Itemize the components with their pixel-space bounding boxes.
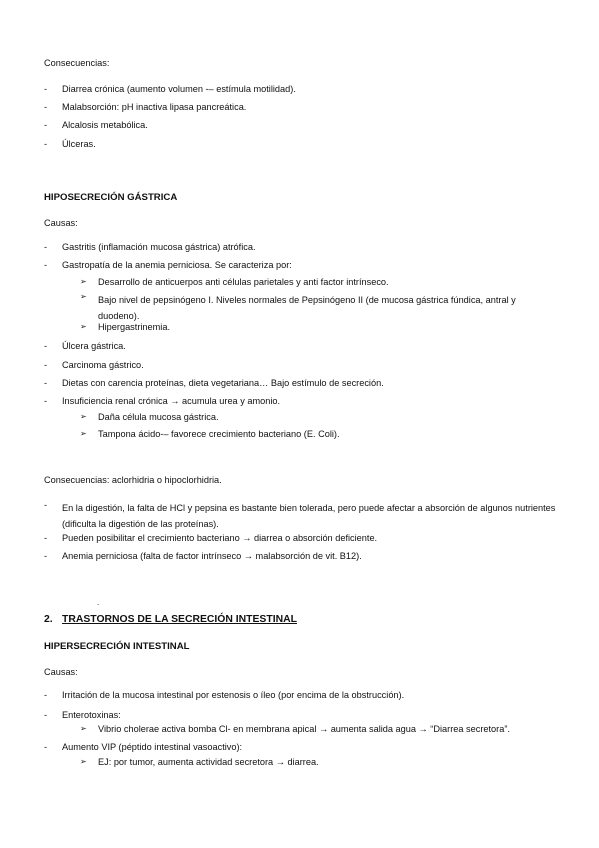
dash-bullet: - bbox=[44, 120, 48, 130]
list-item: Aumento VIP (péptido intestinal vasoactivo): bbox=[62, 742, 243, 752]
dash-bullet: - bbox=[44, 533, 48, 543]
list-item: Pueden posibilitar el crecimiento bacteriano → diarrea o absorción deficiente. bbox=[62, 533, 378, 543]
section-title: TRASTORNOS DE LA SECRECIÓN INTESTINAL bbox=[62, 614, 297, 625]
dash-bullet: - bbox=[44, 710, 48, 720]
dash-bullet: - bbox=[44, 341, 48, 351]
stray-mark: . bbox=[97, 598, 100, 607]
sub-list-item: Daña célula mucosa gástrica. bbox=[98, 412, 219, 422]
section-number: 2. bbox=[44, 614, 53, 625]
dash-bullet: - bbox=[44, 242, 48, 252]
list-item: Insuficiencia renal crónica → acumula urea y amonio. bbox=[62, 396, 281, 406]
list-item: Irritación de la mucosa intestinal por estenosis o íleo (por encima de la obstrucción). bbox=[62, 690, 405, 700]
arrow-bullet-icon: ➢ bbox=[80, 724, 87, 733]
consecuencias-label: Consecuencias: bbox=[44, 58, 110, 68]
arrow-bullet-icon: ➢ bbox=[80, 292, 87, 301]
dash-bullet: - bbox=[44, 378, 48, 388]
list-item: Enterotoxinas: bbox=[62, 710, 121, 720]
dash-bullet: - bbox=[44, 690, 48, 700]
dash-bullet: - bbox=[44, 396, 48, 406]
sub-list-item: EJ: por tumor, aumenta actividad secretora → diarrea. bbox=[98, 757, 319, 767]
dash-bullet: - bbox=[44, 500, 48, 510]
sub-list-item: Desarrollo de anticuerpos anti células parietales y anti factor intrínseco. bbox=[98, 277, 389, 287]
dash-bullet: - bbox=[44, 102, 48, 112]
section-heading: HIPOSECRECIÓN GÁSTRICA bbox=[44, 192, 178, 203]
causas-label: Causas: bbox=[44, 667, 78, 677]
sub-list-item: Vibrio cholerae activa bomba Cl- en membrana apical → aumenta salida agua → “Diarrea secretora”. bbox=[98, 724, 510, 734]
list-item: Alcalosis metabólica. bbox=[62, 120, 148, 130]
dash-bullet: - bbox=[44, 84, 48, 94]
causas-label: Causas: bbox=[44, 218, 78, 228]
arrow-bullet-icon: ➢ bbox=[80, 322, 87, 331]
list-item: Diarrea crónica (aumento volumen -– estímula motilidad). bbox=[62, 84, 296, 94]
sub-list-item: Bajo nivel de pepsinógeno I. Niveles normales de Pepsinógeno II (de mucosa gástrica fúndica, antral y duodeno). bbox=[98, 295, 516, 321]
list-item: Gastritis (inflamación mucosa gástrica) atrófica. bbox=[62, 242, 256, 252]
list-item: Carcinoma gástrico. bbox=[62, 360, 144, 370]
consecuencias-label: Consecuencias: aclorhidria o hipoclorhidria. bbox=[44, 475, 222, 485]
arrow-bullet-icon: ➢ bbox=[80, 277, 87, 286]
list-item: Malabsorción: pH inactiva lipasa pancreática. bbox=[62, 102, 247, 112]
dash-bullet: - bbox=[44, 742, 48, 752]
dash-bullet: - bbox=[44, 551, 48, 561]
list-item: Úlcera gástrica. bbox=[62, 341, 126, 351]
arrow-bullet-icon: ➢ bbox=[80, 429, 87, 438]
list-item: Dietas con carencia proteínas, dieta vegetariana… Bajo estímulo de secreción. bbox=[62, 378, 384, 388]
dash-bullet: - bbox=[44, 260, 48, 270]
list-item: Gastropatía de la anemia perniciosa. Se caracteriza por: bbox=[62, 260, 292, 270]
list-item: Úlceras. bbox=[62, 139, 96, 149]
dash-bullet: - bbox=[44, 139, 48, 149]
list-item: En la digestión, la falta de HCl y pepsina es bastante bien tolerada, pero puede afectar a absorción de algunos nutrientes (dificulta la digestión de las proteínas). bbox=[62, 503, 556, 529]
dash-bullet: - bbox=[44, 360, 48, 370]
sub-list-item: Hipergastrinemia. bbox=[98, 322, 170, 332]
arrow-bullet-icon: ➢ bbox=[80, 412, 87, 421]
arrow-bullet-icon: ➢ bbox=[80, 757, 87, 766]
section-heading: HIPERSECRECIÓN INTESTINAL bbox=[44, 641, 190, 652]
sub-list-item: Tampona ácido-– favorece crecimiento bacteriano (E. Coli). bbox=[98, 429, 340, 439]
list-item: Anemia perniciosa (falta de factor intrínseco → malabsorción de vit. B12). bbox=[62, 551, 362, 561]
